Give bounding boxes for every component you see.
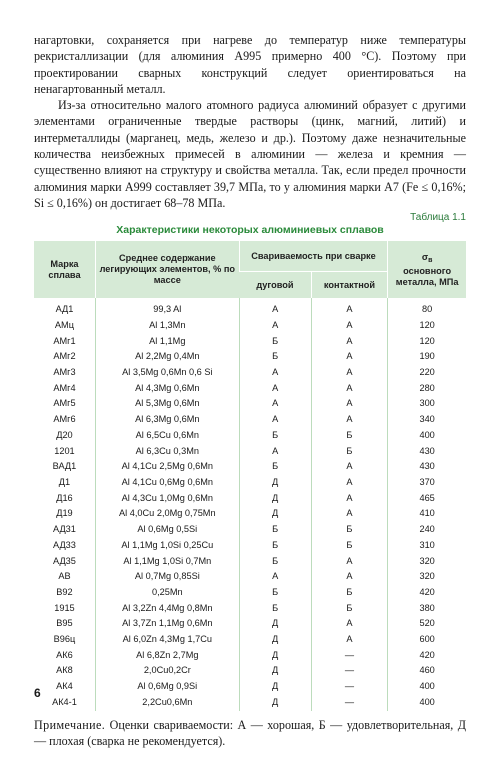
cell-contact: Б <box>311 585 388 601</box>
cell-arc: А <box>239 444 311 460</box>
cell-strength: 320 <box>388 569 466 585</box>
cell-arc: Б <box>239 554 311 570</box>
cell-arc: Д <box>239 663 311 679</box>
cell-strength: 400 <box>388 428 466 444</box>
cell-contact: — <box>311 695 388 711</box>
cell-grade: ВАД1 <box>52 461 77 472</box>
cell-strength: 340 <box>388 412 466 428</box>
cell-arc: Д <box>239 695 311 711</box>
cell-composition: Al 6,5Cu 0,6Mn <box>95 428 239 444</box>
cell-composition: Al 0,6Mg 0,5Si <box>95 522 239 538</box>
cell-arc: Б <box>239 459 311 475</box>
cell-strength: 600 <box>388 632 466 648</box>
table-row <box>34 396 466 412</box>
table-row <box>34 522 466 538</box>
cell-contact: А <box>311 349 388 365</box>
table-row <box>34 538 466 554</box>
cell-grade: АМг1 <box>53 335 76 346</box>
cell-arc: А <box>239 412 311 428</box>
cell-contact: Б <box>311 601 388 617</box>
table-row <box>34 475 466 491</box>
strength-subscript: в <box>428 256 433 264</box>
table-note <box>34 717 466 750</box>
cell-strength: 430 <box>388 444 466 460</box>
cell-contact: — <box>311 663 388 679</box>
paragraph-1: нагартовки, сохраняется при нагреве до температур ниже температуры рекристаллизации (для алюминия А995 примерно 400 °С). Поэтому при проектировании сварных конструкций следует ориентироваться на ненагартованный металл. <box>34 33 466 96</box>
cell-contact: А <box>311 569 388 585</box>
cell-composition: 0,25Mn <box>95 585 239 601</box>
cell-arc: Д <box>239 679 311 695</box>
cell-contact: А <box>311 475 388 491</box>
cell-grade: АД31 <box>53 524 76 535</box>
cell-composition: Al 5,3Mg 0,6Mn <box>95 396 239 412</box>
note-text: Оценки свариваемости: А — хорошая, Б — удовлетворительная, Д — плохая (сварка не рекомендуется). <box>34 717 466 748</box>
cell-arc: Б <box>239 428 311 444</box>
cell-contact: А <box>311 459 388 475</box>
cell-grade: АК8 <box>56 665 73 676</box>
cell-strength: 120 <box>388 334 466 350</box>
cell-arc: Д <box>239 506 311 522</box>
cell-arc: Б <box>239 585 311 601</box>
cell-arc: А <box>239 569 311 585</box>
paragraph-2: Из-за относительно малого атомного радиуса алюминий образует с другими элементами ограниченные твердые растворы (цинк, магний, литий) и интерметаллиды (марганец, медь, железо и др.). Поэтому даже незначительные количества неизбежных примесей в алюминии — железа и кремния — существенно влияют на структуру и свойства металла. Так, если предел прочности алюминия марки А999 составляет 39,7 МПа, то у алюминия марки А7 (Fe ≤ 0,16%; Si ≤ 0,16%) он достигает 68–78 МПа. <box>34 98 466 210</box>
cell-composition: 99,3 Al <box>95 298 239 318</box>
cell-strength: 370 <box>388 475 466 491</box>
cell-arc: Б <box>239 349 311 365</box>
cell-composition: Al 6,3Mg 0,6Mn <box>95 412 239 428</box>
cell-contact: — <box>311 648 388 664</box>
cell-composition: Al 1,1Mg <box>95 334 239 350</box>
cell-grade: АМг4 <box>53 382 76 393</box>
cell-arc: Б <box>239 601 311 617</box>
table-row <box>34 298 466 318</box>
cell-strength: 120 <box>388 318 466 334</box>
cell-strength: 400 <box>388 695 466 711</box>
cell-composition: Al 3,5Mg 0,6Mn 0,6 Si <box>95 365 239 381</box>
cell-grade: В96ц <box>53 634 76 645</box>
cell-arc: А <box>239 318 311 334</box>
cell-contact: А <box>311 334 388 350</box>
cell-arc: Д <box>239 491 311 507</box>
cell-strength: 465 <box>388 491 466 507</box>
cell-strength: 400 <box>388 679 466 695</box>
cell-composition: Al 4,1Cu 2,5Mg 0,6Mn <box>95 459 239 475</box>
table-row <box>34 334 466 350</box>
cell-contact: А <box>311 298 388 318</box>
cell-arc: А <box>239 298 311 318</box>
header-strength <box>388 241 466 298</box>
table-row <box>34 585 466 601</box>
cell-strength: 420 <box>388 585 466 601</box>
cell-composition: Al 4,3Mg 0,6Mn <box>95 381 239 397</box>
cell-grade: АВ <box>58 571 71 582</box>
strength-symbol: σ <box>421 251 429 262</box>
cell-arc: Б <box>239 538 311 554</box>
cell-contact: А <box>311 616 388 632</box>
table-row <box>34 365 466 381</box>
cell-composition: 2,0Cu0,2Cr <box>95 663 239 679</box>
header-composition: Среднее содержание легирующих элементов, % по массе <box>95 241 239 298</box>
cell-strength: 220 <box>388 365 466 381</box>
table-row <box>34 569 466 585</box>
header-arc: дуговой <box>239 272 311 299</box>
cell-grade: 1201 <box>54 445 75 456</box>
cell-grade: АД33 <box>53 539 76 550</box>
cell-composition: Al 1,3Mn <box>95 318 239 334</box>
cell-contact: Б <box>311 538 388 554</box>
cell-composition: Al 3,2Zn 4,4Mg 0,8Mn <box>95 601 239 617</box>
cell-arc: А <box>239 396 311 412</box>
cell-arc: Д <box>239 648 311 664</box>
cell-composition: Al 1,1Mg 1,0Si 0,25Cu <box>95 538 239 554</box>
cell-composition: Al 4,0Cu 2,0Mg 0,75Mn <box>95 506 239 522</box>
cell-composition: Al 4,3Cu 1,0Mg 0,6Mn <box>95 491 239 507</box>
cell-composition: Al 3,7Zn 1,1Mg 0,6Mn <box>95 616 239 632</box>
table-row <box>34 632 466 648</box>
cell-contact: А <box>311 632 388 648</box>
cell-arc: А <box>239 381 311 397</box>
cell-strength: 520 <box>388 616 466 632</box>
table-row <box>34 695 466 711</box>
table-row <box>34 554 466 570</box>
cell-arc: Д <box>239 632 311 648</box>
cell-composition: 2,2Cu0,6Mn <box>95 695 239 711</box>
cell-strength: 280 <box>388 381 466 397</box>
table-title: Характеристики некоторых алюминиевых сплавов <box>116 224 384 237</box>
cell-contact: А <box>311 412 388 428</box>
page-number: 6 <box>34 686 41 700</box>
cell-strength: 190 <box>388 349 466 365</box>
table-row <box>34 381 466 397</box>
cell-strength: 430 <box>388 459 466 475</box>
cell-grade: Д1 <box>58 477 71 487</box>
cell-grade: АК4 <box>56 681 73 692</box>
cell-composition: Al 0,7Mg 0,85Si <box>95 569 239 585</box>
table-row <box>34 648 466 664</box>
cell-arc: Б <box>239 334 311 350</box>
table-row <box>34 349 466 365</box>
cell-strength: 80 <box>388 298 466 318</box>
cell-strength: 240 <box>388 522 466 538</box>
cell-grade: АД35 <box>53 555 76 566</box>
cell-strength: 460 <box>388 663 466 679</box>
cell-grade: Д20 <box>56 429 73 440</box>
cell-grade: В95 <box>56 618 73 629</box>
cell-contact: Б <box>311 522 388 538</box>
cell-grade: АД1 <box>55 304 74 315</box>
table-row <box>34 491 466 507</box>
cell-grade: АК6 <box>56 649 73 660</box>
table-row <box>34 616 466 632</box>
cell-grade: Д19 <box>56 508 73 519</box>
header-contact: контактной <box>311 272 388 299</box>
cell-contact: А <box>311 554 388 570</box>
table-row <box>34 506 466 522</box>
cell-arc: Д <box>239 616 311 632</box>
strength-text: основного металла, МПа <box>395 265 459 287</box>
cell-composition: Al 1,1Mg 1,0Si 0,7Mn <box>95 554 239 570</box>
cell-grade: В92 <box>56 586 73 597</box>
cell-contact: А <box>311 491 388 507</box>
cell-contact: А <box>311 365 388 381</box>
cell-contact: Б <box>311 444 388 460</box>
cell-contact: Б <box>311 428 388 444</box>
header-weldability: Свариваемость при сварке <box>239 241 388 272</box>
cell-arc: Д <box>239 475 311 491</box>
cell-arc: Б <box>239 522 311 538</box>
cell-grade: АМг5 <box>53 398 76 409</box>
cell-strength: 410 <box>388 506 466 522</box>
table-number: Таблица 1.1 <box>410 212 466 224</box>
cell-contact: А <box>311 318 388 334</box>
cell-composition: Al 6,0Zn 4,3Mg 1,7Cu <box>95 632 239 648</box>
cell-composition: Al 6,3Cu 0,3Mn <box>95 444 239 460</box>
table-row <box>34 412 466 428</box>
cell-strength: 380 <box>388 601 466 617</box>
table-row <box>34 318 466 334</box>
cell-grade: АМг3 <box>53 367 76 378</box>
table-row <box>34 601 466 617</box>
table-row <box>34 679 466 695</box>
table-header <box>34 241 466 298</box>
cell-contact: — <box>311 679 388 695</box>
table-row <box>34 663 466 679</box>
cell-strength: 310 <box>388 538 466 554</box>
page-content <box>34 32 466 761</box>
cell-grade: АМг6 <box>53 414 76 425</box>
cell-grade: АМг2 <box>53 351 76 362</box>
cell-composition: Al 4,1Cu 0,6Mg 0,6Mn <box>95 475 239 491</box>
cell-composition: Al 2,2Mg 0,4Mn <box>95 349 239 365</box>
cell-arc: А <box>239 365 311 381</box>
table-row <box>34 444 466 460</box>
cell-contact: А <box>311 381 388 397</box>
cell-strength: 300 <box>388 396 466 412</box>
cell-grade: Д16 <box>56 492 73 503</box>
cell-composition: Al 6,8Zn 2,7Mg <box>95 648 239 664</box>
cell-grade: 1915 <box>54 602 75 613</box>
cell-grade: АМц <box>54 319 74 330</box>
cell-strength: 420 <box>388 648 466 664</box>
cell-contact: А <box>311 506 388 522</box>
table-row <box>34 428 466 444</box>
table-body <box>34 298 466 710</box>
cell-composition: Al 0,6Mg 0,9Si <box>95 679 239 695</box>
cell-strength: 320 <box>388 554 466 570</box>
note-label: Примечание. <box>34 717 106 732</box>
alloys-table <box>34 241 466 710</box>
cell-contact: А <box>311 396 388 412</box>
header-grade: Марка сплава <box>34 241 95 298</box>
table-row <box>34 459 466 475</box>
cell-grade: АК4-1 <box>52 696 77 707</box>
